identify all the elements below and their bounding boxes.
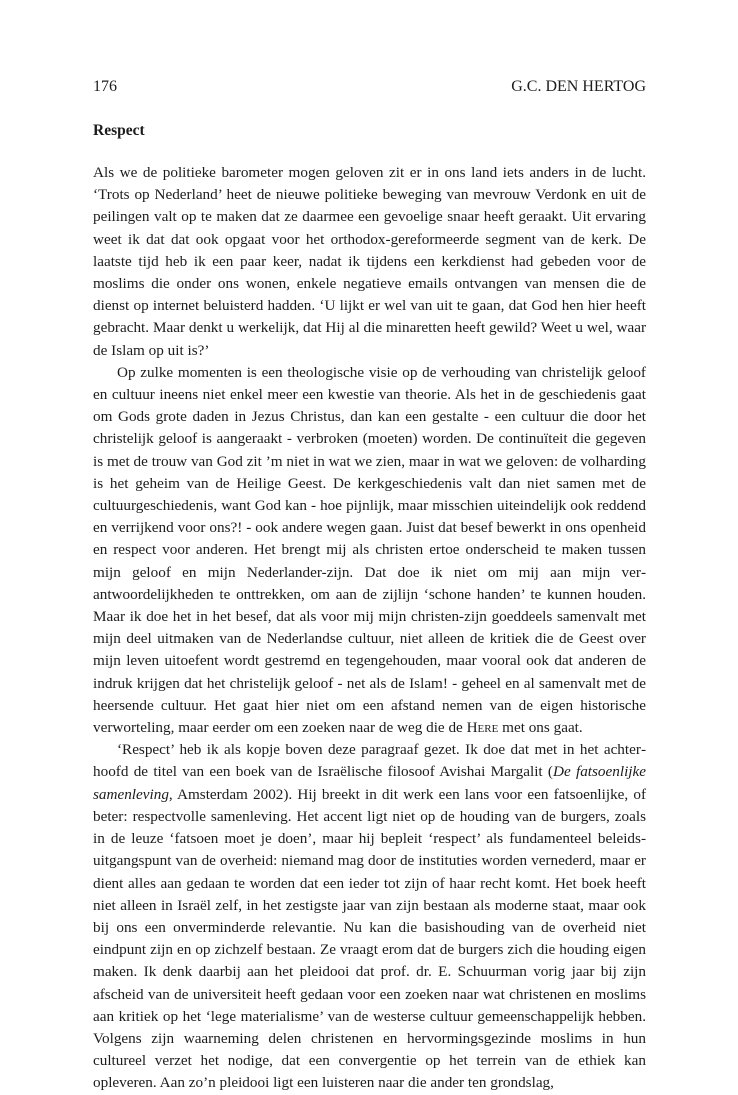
running-title: G.C. DEN HERTOG	[511, 78, 646, 95]
paragraph-3	[93, 739, 646, 1094]
divine-name: Here	[466, 719, 499, 737]
running-header	[93, 77, 646, 97]
paragraph-3-text: ‘Respect’ heb ik als kopje boven deze paragraaf gezet. Ik doe dat met in het achterhoofd de titel van een boek van de Israëlische filosoof Avishai Margalit (	[93, 741, 646, 781]
paragraph-3-end: , Amsterdam 2002). Hij breekt in dit werk een lans voor een fatsoenlijke, of beter: respectvolle samenleving. Het accent ligt niet op de houding van de burgers, zoals in de leuze ‘fatsoen moet je doen’, maar hij bepleit ‘respect’ als fundamenteel beleidsuitgangspunt van de overheid: niemand mag door de instituties worden vernederd, maar er dient alles aan gedaan te worden dat een ieder tot zijn of haar recht komt. Het boek heeft niet alleen in Israël zelf, in het zestigste jaar van zijn bestaan als moderne staat, maar ook bij ons een onverminderde relevantie. Nu kan die basishouding van de overheid niet eindpunt zijn en op zichzelf bestaan. Ze vraagt erom dat de burgers zich die houding eigen maken. Ik denk daarbij aan het pleidooi dat prof. dr. E. Schuurman vorig jaar bij zijn afscheid van de universiteit heeft gedaan voor een zoeken naar wat christenen en moslims aan kritiek op het ‘lege materialisme’ van de westerse cultuur gemeenschappelijk hebben. Volgens zijn waarneming delen christenen en hervormingsgezinde moslims in hun cultureel verzet het nodige, dat een convergentie op het terrein van de ethiek kan opleveren. Aan zo’n pleidooi ligt een luisteren naar die ander ten grondslag,	[93, 785, 646, 1092]
section-heading: Respect	[93, 122, 145, 139]
page-number: 176	[93, 78, 117, 95]
book-title: De fatsoenlijke samenleving	[93, 763, 646, 803]
paragraph-2	[93, 362, 646, 739]
paragraph-2-text: Op zulke momenten is een theologische visie op de verhouding van christelijk geloof en cultuur ineens niet enkel meer een kwestie van theorie. Als het in de geschiedenis gaat om Gods grote daden in Jezus Christus, dan kan een gestalte - een cultuur die door het christelijk geloof is aangeraakt - verbroken (moeten) worden. De continuïteit die gegeven is met de trouw van God zit ’m niet in wat we zien, maar in wat we geloven: de volharding is het geheim van de Heilige Geest. De kerkgeschiedenis valt dan niet samen met de cultuurgeschiedenis, want God kan - hoe pijnlijk, maar misschien uiteindelijk ook reddend en verrijkend voor ons?! - ook andere wegen gaan. Juist dat besef bewerkt in ons openheid en respect voor anderen. Het brengt mij als christen ertoe onderscheid te maken tussen mijn geloof en mijn Nederlander-zijn. Dat doe ik niet om mij aan mijn verantwoordelijkheden te onttrekken, om aan de zijlijn ‘schone handen’ te kunnen houden. Maar ik doe het in het besef, dat als voor mij mijn christen-zijn goeddeels samenvalt met mijn deel uitmaken van de Nederlandse cultuur, niet alleen de kritiek die de Geest over mijn leven uitoefent wordt gestremd en tegengehouden, maar vooral ook dat anderen de indruk krijgen dat het christelijk geloof - net als de Islam! - geheel en al samenvalt met de heersende cultuur. Het gaat hier niet om een afstand nemen van de eigen historische verworteling, maar eerder om een zoeken naar de weg die de	[93, 363, 646, 737]
paragraph-1: Als we de politieke barometer mogen geloven zit er in ons land iets anders in de lucht. ‘Trots op Nederland’ heet de nieuwe politieke beweging van mevrouw Verdonk en uit de peilingen valt op te maken dat ze daarmee een gevoelige snaar heeft geraakt. Uit ervaring weet ik dat dat ook opgaat voor het orthodox-gereformeerde segment van de kerk. De laatste tijd heb ik een paar keer, nadat ik tijdens een kerkdienst had gebeden voor de moslims die onder ons wonen, enkele negatieve emails ontvangen van mensen die de dienst op internet beluisterd hadden. ‘U lijkt er wel van uit te gaan, dat God hen hier heeft gebracht. Maar denkt u werkelijk, dat Hij al die minaretten heeft gewild? Weet u wel, waar de Islam op uit is?’	[93, 164, 646, 359]
paragraph-2-end: met ons gaat.	[498, 719, 583, 737]
body-text	[93, 162, 646, 1095]
